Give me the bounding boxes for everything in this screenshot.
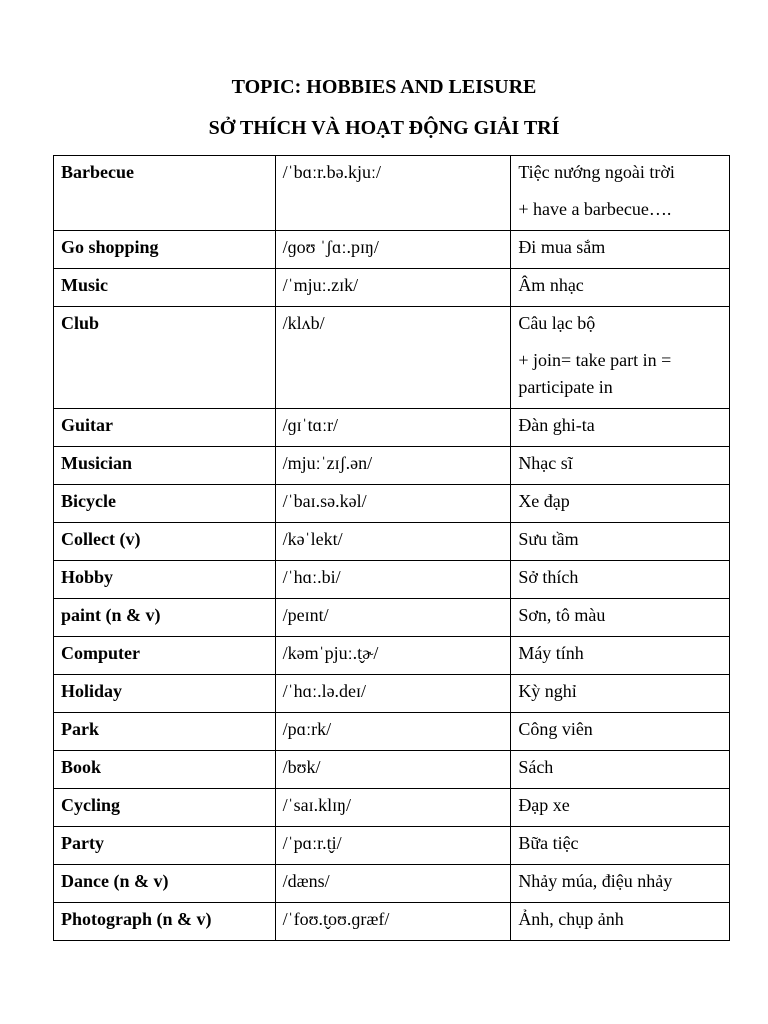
pronunciation-cell: /ˈhɑː.lə.deɪ/ (275, 675, 511, 713)
pronunciation-cell: /ˈbɑːr.bə.kjuː/ (275, 156, 511, 231)
word-cell: Book (54, 751, 276, 789)
pronunciation-cell: /ˈfoʊ.t̬oʊ.ɡræf/ (275, 903, 511, 941)
word-cell: Collect (v) (54, 523, 276, 561)
word-cell: Holiday (54, 675, 276, 713)
page-title: TOPIC: HOBBIES AND LEISURE (231, 76, 537, 98)
table-row (54, 713, 730, 751)
table-row (54, 865, 730, 903)
table-row (54, 156, 730, 231)
vocabulary-table (53, 155, 730, 941)
pronunciation-cell: /klʌb/ (275, 307, 511, 409)
meaning-cell: Sơn, tô màu (511, 599, 730, 637)
table-row (54, 675, 730, 713)
table-row (54, 751, 730, 789)
meaning-cell: Đi mua sắm (511, 231, 730, 269)
table-row (54, 827, 730, 865)
meaning-cell: Nhạc sĩ (511, 447, 730, 485)
meaning-cell: Bữa tiệc (511, 827, 730, 865)
word-cell: Computer (54, 637, 276, 675)
meaning-cell: Xe đạp (511, 485, 730, 523)
word-cell: paint (n & v) (54, 599, 276, 637)
meaning-cell: Công viên (511, 713, 730, 751)
pronunciation-cell: /mjuːˈzɪʃ.ən/ (275, 447, 511, 485)
meaning-text: Câu lạc bộ (518, 313, 596, 333)
word-cell: Dance (n & v) (54, 865, 276, 903)
pronunciation-cell: /bʊk/ (275, 751, 511, 789)
pronunciation-cell: /ɡoʊ ˈʃɑː.pɪŋ/ (275, 231, 511, 269)
meaning-cell: Ảnh, chụp ảnh (511, 903, 730, 941)
table-row (54, 561, 730, 599)
meaning-cell: Sưu tầm (511, 523, 730, 561)
table-row (54, 307, 730, 409)
meaning-cell: Sở thích (511, 561, 730, 599)
word-cell: Park (54, 713, 276, 751)
meaning-cell: Đàn ghi-ta (511, 409, 730, 447)
usage-note: + join= take part in = participate in (518, 350, 672, 397)
meaning-cell (511, 156, 730, 231)
meaning-cell: Kỳ nghỉ (511, 675, 730, 713)
table-row (54, 599, 730, 637)
table-row (54, 903, 730, 941)
table-row (54, 523, 730, 561)
pronunciation-cell: /peɪnt/ (275, 599, 511, 637)
meaning-cell: Máy tính (511, 637, 730, 675)
meaning-cell: Âm nhạc (511, 269, 730, 307)
pronunciation-cell: /ˈhɑː.bi/ (275, 561, 511, 599)
word-cell: Hobby (54, 561, 276, 599)
table-row (54, 269, 730, 307)
table-row (54, 409, 730, 447)
pronunciation-cell: /dæns/ (275, 865, 511, 903)
pronunciation-cell: /ˈmjuː.zɪk/ (275, 269, 511, 307)
table-row (54, 485, 730, 523)
pronunciation-cell: /kəmˈpjuː.t̬ɚ/ (275, 637, 511, 675)
meaning-text: Tiệc nướng ngoài trời (518, 162, 675, 182)
meaning-cell: Nhảy múa, điệu nhảy (511, 865, 730, 903)
word-cell: Photograph (n & v) (54, 903, 276, 941)
pronunciation-cell: /ˈpɑːr.t̬i/ (275, 827, 511, 865)
table-row (54, 637, 730, 675)
meaning-cell: Sách (511, 751, 730, 789)
vocabulary-table-body (54, 156, 730, 941)
pronunciation-cell: /ˈbaɪ.sə.kəl/ (275, 485, 511, 523)
word-cell: Bicycle (54, 485, 276, 523)
word-cell: Cycling (54, 789, 276, 827)
word-cell: Music (54, 269, 276, 307)
page-subtitle: SỞ THÍCH VÀ HOẠT ĐỘNG GIẢI TRÍ (208, 117, 560, 139)
usage-note: + have a barbecue…. (518, 199, 672, 219)
meaning-cell: Đạp xe (511, 789, 730, 827)
word-cell: Club (54, 307, 276, 409)
table-row (54, 231, 730, 269)
pronunciation-cell: /kəˈlekt/ (275, 523, 511, 561)
table-row (54, 789, 730, 827)
table-row (54, 447, 730, 485)
word-cell: Party (54, 827, 276, 865)
word-cell: Barbecue (54, 156, 276, 231)
pronunciation-cell: /ˈsaɪ.klɪŋ/ (275, 789, 511, 827)
pronunciation-cell: /pɑːrk/ (275, 713, 511, 751)
pronunciation-cell: /ɡɪˈtɑːr/ (275, 409, 511, 447)
word-cell: Go shopping (54, 231, 276, 269)
word-cell: Musician (54, 447, 276, 485)
word-cell: Guitar (54, 409, 276, 447)
meaning-cell (511, 307, 730, 409)
